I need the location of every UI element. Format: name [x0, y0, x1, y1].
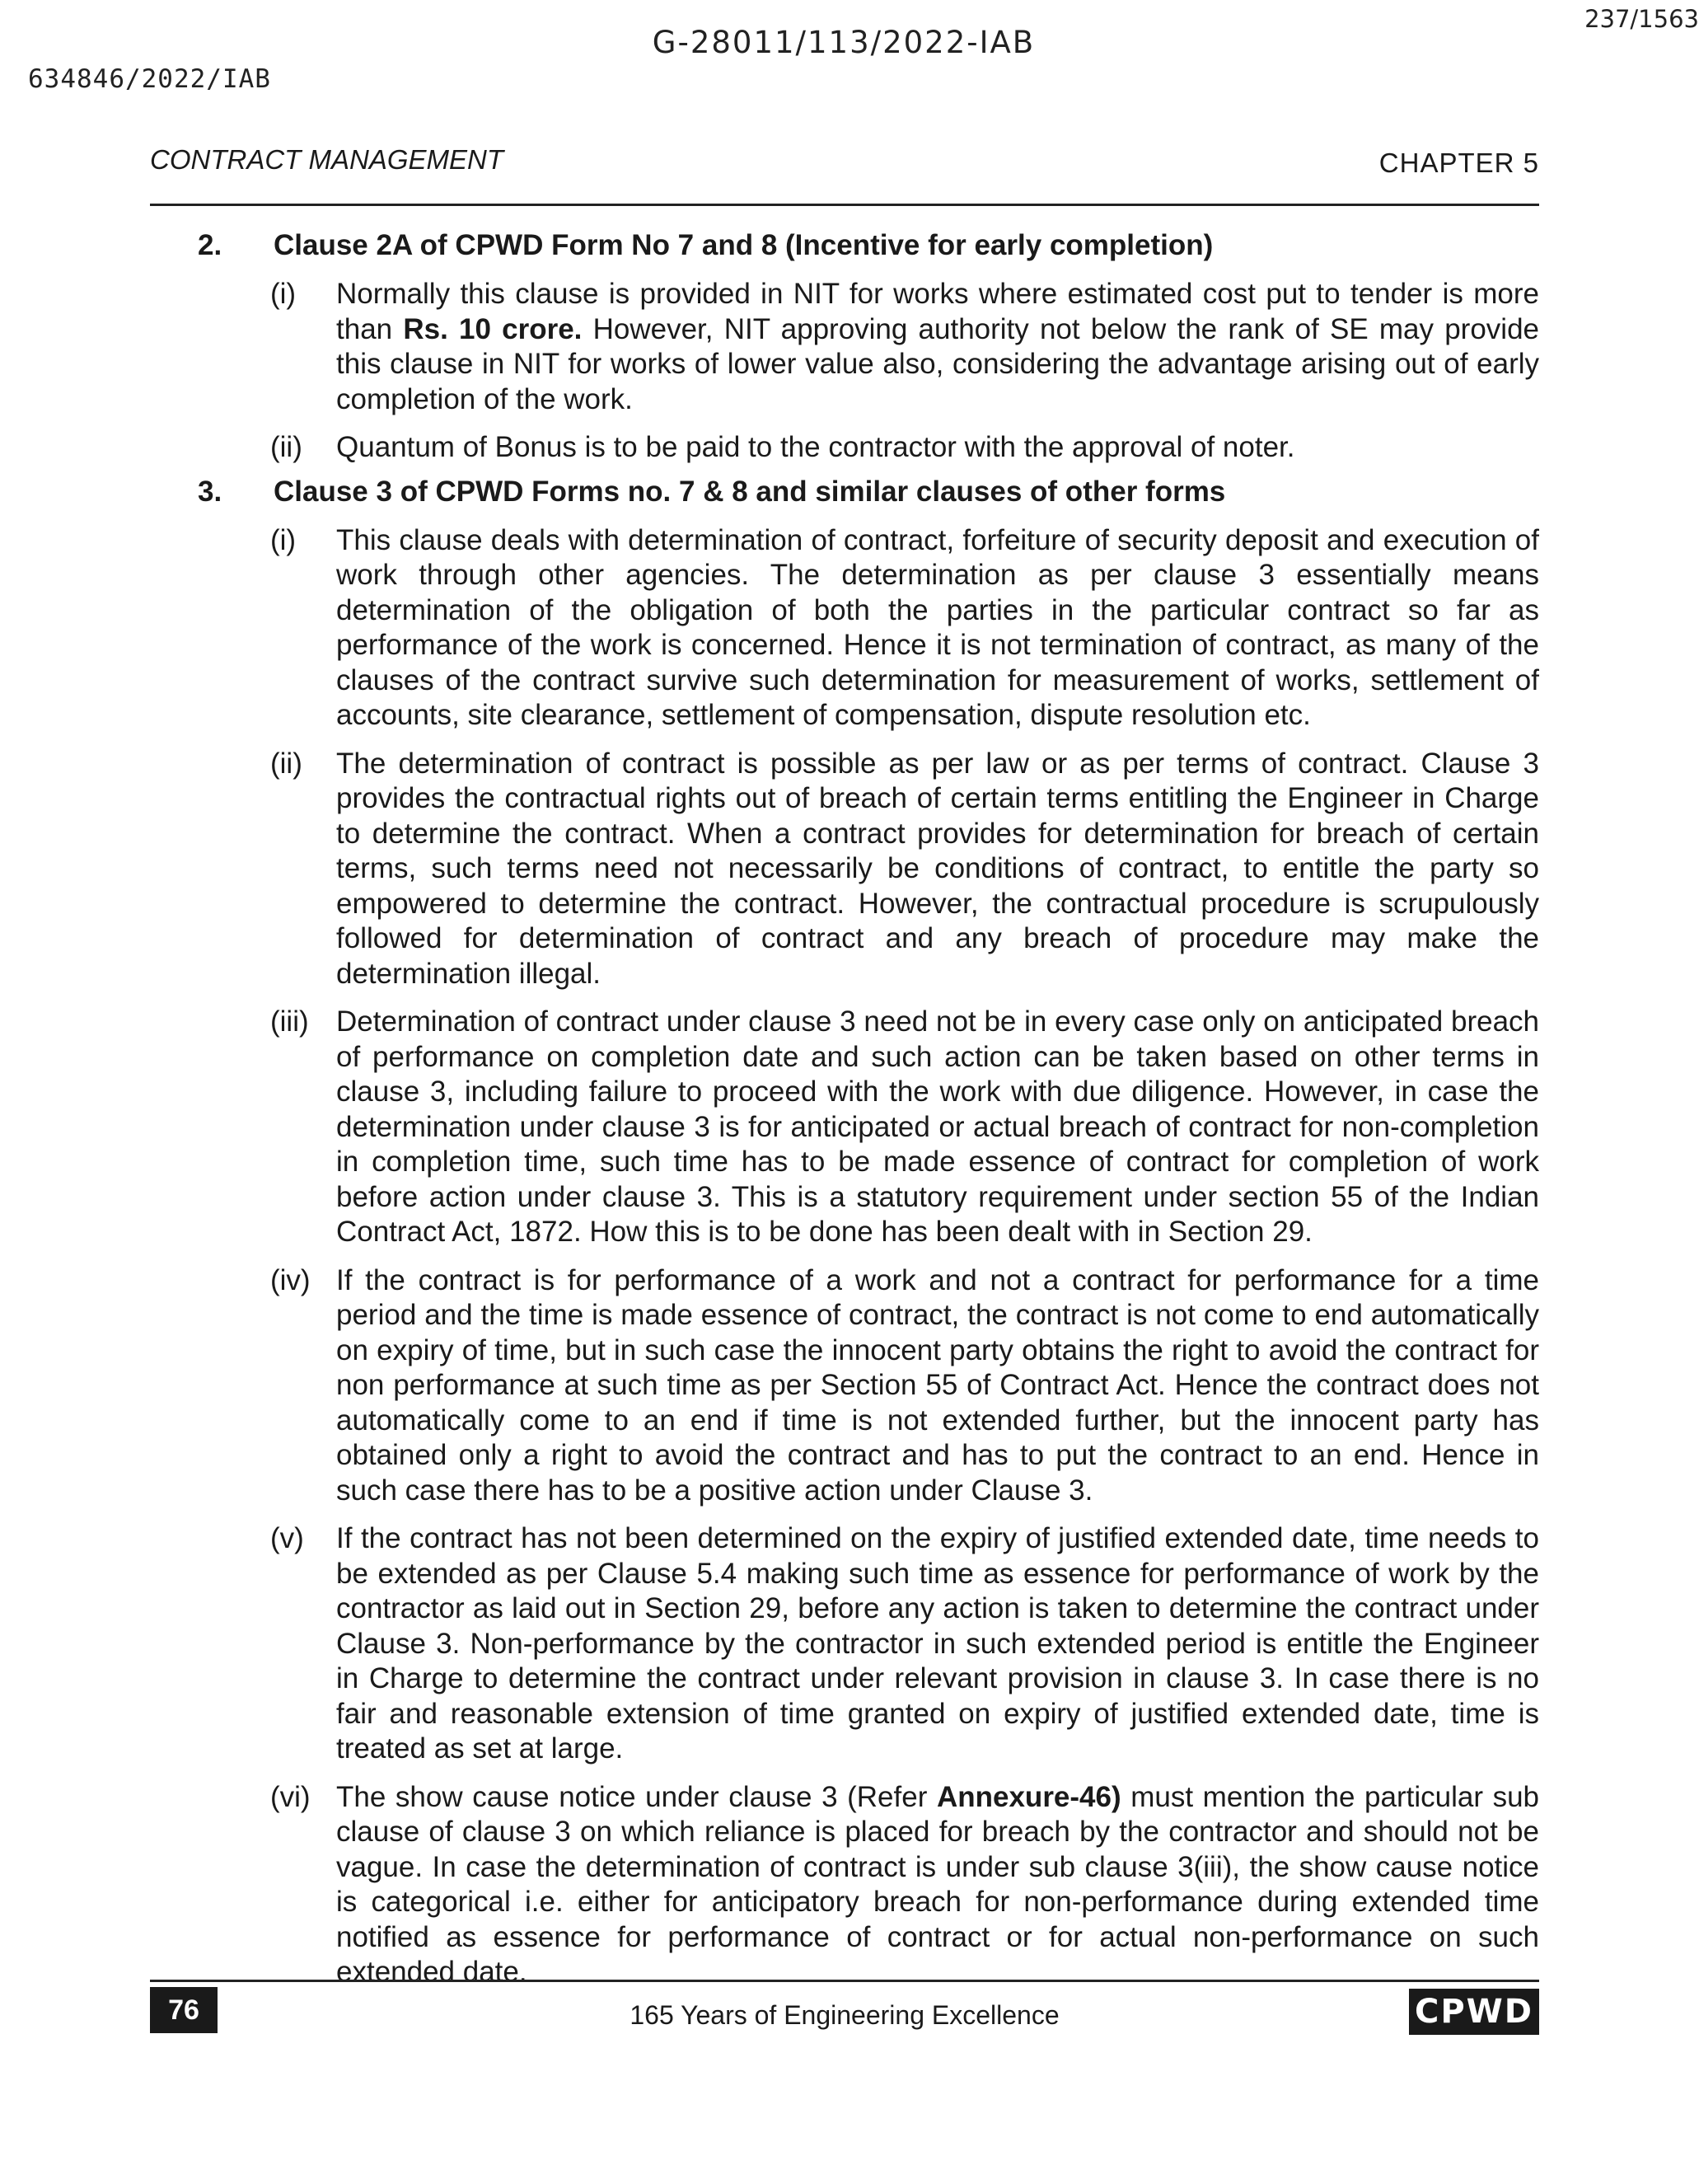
- item-text-cont: However, NIT approving authority not below the rank of SE may provide this clause in NIT for works of lower value also, considering the advantage arising out of early completion of the work.: [336, 312, 1540, 415]
- section-number: 2.: [198, 229, 222, 261]
- item-numeral: (ii): [270, 747, 302, 780]
- item-text: If the contract has not been determined on the expiry of justified extended date, time needs to be extended as per Clause 5.4 making such time as essence for performance of work by the contractor as laid out in Section 29, before any action is taken to determine the contract under Clause 3. Non-performance by the contractor in such extended period is entitle the Engineer in Charge to determine the contract under relevant provision in clause 3. In case there is no fair and reasonable extension of time granted on expiry of justified extended date, time is treated as set at large.: [336, 1522, 1539, 1765]
- item-numeral: (i): [270, 523, 297, 556]
- item-numeral: (ii): [270, 431, 302, 463]
- list-item: [150, 1780, 1539, 1990]
- header-title: CONTRACT MANAGEMENT: [150, 144, 503, 175]
- item-numeral: (i): [270, 278, 297, 310]
- item-numeral: (vi): [270, 1780, 311, 1813]
- page-footer: [150, 1980, 1539, 2040]
- list-item: [150, 747, 1539, 992]
- section-heading: [150, 474, 1539, 510]
- list-item: [150, 430, 1539, 466]
- cpwd-logo: CPWD: [1409, 1989, 1539, 2035]
- item-text-cont: must mention the particular sub clause of clause 3 on which reliance is placed for breach by the contractor and should not be vague. In case the determination of contract is under sub clause 3(iii), the show cause notice is categorical i.e. either for anticipatory breach for non-performance during extended time notified as essence for performance of contract or for actual non-performance on such extended date.: [336, 1780, 1540, 1988]
- item-bold-text: Annexure-46): [936, 1780, 1121, 1813]
- receipt-number-stamp: 634846/2022/IAB: [28, 64, 271, 94]
- list-item: [150, 1521, 1539, 1767]
- item-text: Determination of contract under clause 3 need not be in every case only on anticipated breach of performance on completion date and such action can be taken based on other terms in clause 3, including failure to proceed with the work with due diligence. However, in case the determination under clause 3 is for anticipated or actual breach of contract for non-completion in completion time, such time has to be made essence of contract for completion of work before action under clause 3. This is a statutory requirement under section 55 of the Indian Contract Act, 1872. How this is to be done has been dealt with in Section 29.: [336, 1005, 1539, 1248]
- item-numeral: (iv): [270, 1263, 311, 1296]
- section-title: Clause 2A of CPWD Form No 7 and 8 (Incentive for early completion): [274, 229, 1214, 261]
- section-number: 3.: [198, 475, 222, 508]
- item-bold-text: Rs. 10 crore.: [403, 312, 583, 345]
- header-chapter: CHAPTER 5: [1378, 148, 1539, 178]
- list-item: [150, 277, 1539, 417]
- page-count-stamp: 237/1563: [1584, 5, 1699, 33]
- page-number: 76: [150, 1987, 218, 2033]
- item-numeral: (v): [270, 1522, 304, 1554]
- item-numeral: (iii): [270, 1005, 309, 1038]
- page-body: [150, 221, 1539, 1990]
- list-item: [150, 1005, 1539, 1250]
- running-header: [150, 144, 1539, 206]
- list-item: [150, 1263, 1539, 1509]
- section-title: Clause 3 of CPWD Forms no. 7 & 8 and similar clauses of other forms: [274, 475, 1226, 508]
- item-text: Quantum of Bonus is to be paid to the contractor with the approval of noter.: [336, 431, 1295, 463]
- section-heading: [150, 227, 1539, 264]
- item-text: If the contract is for performance of a work and not a contract for performance for a time period and the time is made essence of contract, the contract is not come to end automatically on expiry of time, but in such case the innocent party obtains the right to avoid the contract for non performance at such time as per Section 55 of Contract Act. Hence the contract does not automatically come to an end if time is not extended further, but the innocent party has obtained only a right to avoid the contract and has to put the contract to an end. Hence in such case there has to be a positive action under Clause 3.: [336, 1263, 1539, 1507]
- file-number-stamp: G-28011/113/2022-IAB: [652, 25, 1036, 60]
- footer-tagline: 165 Years of Engineering Excellence: [630, 2000, 1060, 2030]
- list-item: [150, 523, 1539, 733]
- item-text: Normally this clause is provided in NIT for works where estimated cost put to tender is more than: [336, 278, 1539, 345]
- item-text: This clause deals with determination of contract, forfeiture of security deposit and execution of work through other agencies. The determination as per clause 3 essentially means determination of the obligation of both the parties in the particular contract so far as performance of the work is concerned. Hence it is not termination of contract, as many of the clauses of the contract survive such determination for measurement of works, settlement of accounts, site clearance, settlement of compensation, dispute resolution etc.: [336, 523, 1539, 731]
- item-text: The show cause notice under clause 3 (Refer: [336, 1780, 937, 1813]
- item-text: The determination of contract is possible as per law or as per terms of contract. Clause 3 provides the contractual rights out of breach of certain terms entitling the Engineer in Charge to determine the contract. When a contract provides for determination for breach of certain terms, such terms need not necessarily be conditions of contract, to entitle the party so empowered to determine the contract. However, the contractual procedure is scrupulously followed for determination of contract and any breach of procedure may make the determination illegal.: [336, 747, 1539, 990]
